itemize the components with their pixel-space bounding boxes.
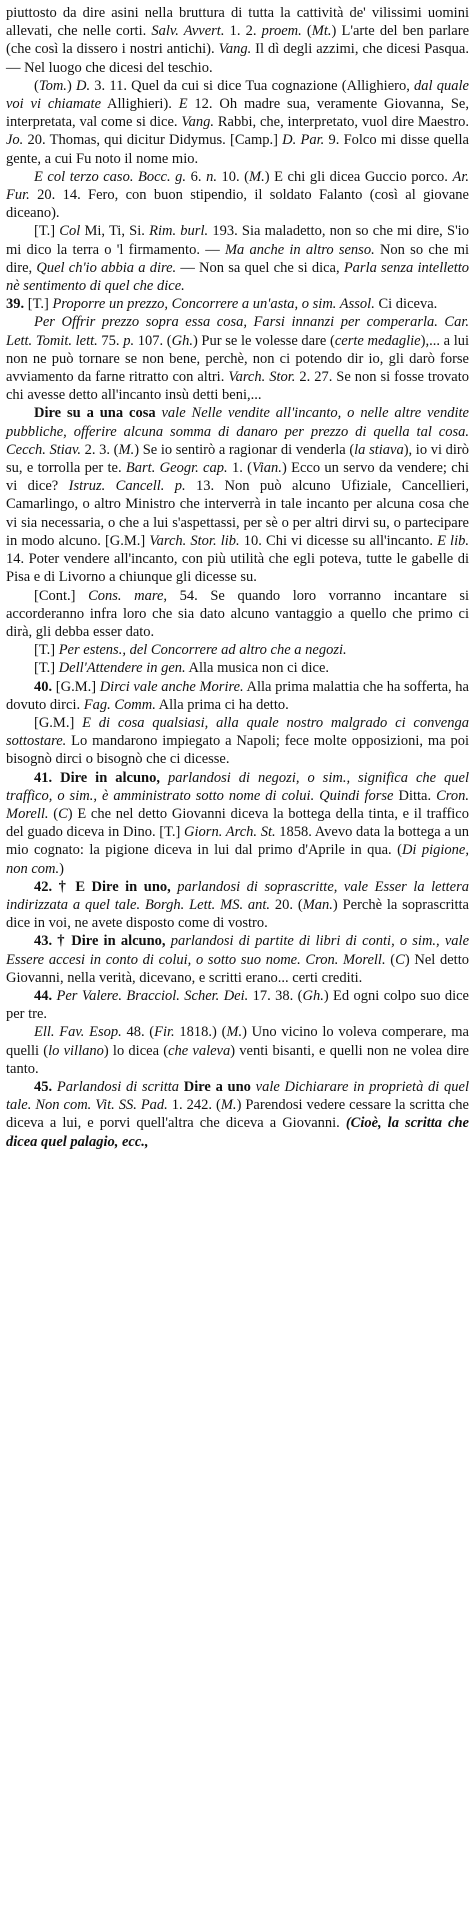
italic-text: Cron. Morell. (6, 787, 469, 822)
body-text: 20. ( (270, 896, 303, 913)
italic-text: lo villano (48, 1042, 104, 1059)
entry-paragraph (6, 168, 469, 223)
italic-text: Dirci vale anche Morire. (99, 678, 244, 695)
body-text: 17. 38. ( (248, 987, 303, 1004)
italic-text: proem. (261, 23, 302, 40)
italic-text: n. (206, 168, 217, 185)
entry-paragraph (6, 878, 469, 933)
italic-text: Ma anche in altro senso. (224, 241, 375, 258)
body-text: 20. Thomas, qui dicitur Didymus. [Camp.] (23, 132, 283, 149)
body-text: 20. 14. Fero, con buon stipendio, il soldato Falanto (così al giovane diceano). (6, 187, 469, 222)
italic-text: Bart. Geogr. cap. (125, 460, 228, 477)
italic-text: Tom. (38, 77, 67, 94)
italic-text: D. Par. (282, 132, 325, 149)
italic-text: Col (59, 223, 81, 240)
body-text: Alla musica non ci dice. (185, 660, 330, 677)
italic-text: Ar. Fur. (6, 168, 469, 204)
bold-text: (Cioè, la scritta che dicea quel palagio, ecc., (6, 1115, 469, 1150)
entry-paragraph (6, 222, 469, 295)
body-text: 10. Chi vi dicesse su all'incanto. (239, 532, 438, 549)
italic-text: Fir. (154, 1024, 175, 1041)
body-text: 1. 2. (224, 23, 262, 40)
body-text: Ditta. (393, 787, 437, 804)
italic-text: la stiava (354, 441, 404, 458)
body-text: ( (34, 77, 39, 94)
italic-text: Gh. (171, 332, 193, 349)
body-text: 13. Non può alcuno Ufiziale, Cancellieri, Camarlingo, o altro Ministro che interverrà in tale incanto per alcuna cosa che vi sia necessaria, o che a lui s'aspettassi, per sè o per altri dirvi su, o partecipare in modo alcuno. [G.M.] (6, 478, 469, 549)
body-text: 193. Sia maladetto, non so che mi dire, S'io mi dico la terra o 'l firmamento. — (6, 223, 469, 258)
italic-text: Istruz. Cancell. p. (68, 478, 186, 495)
body-text: — Non sa quel che si dica, (176, 259, 344, 276)
body-text: Mi, Ti, Si. (80, 223, 150, 240)
italic-text: vale Dichiarare in proprietà di quel tale. Non com. Vit. SS. Pad. (6, 1078, 469, 1114)
italic-text: M. (118, 441, 135, 458)
body-text: Rabbi, che, interpretato, vuol dire Maestro. (214, 114, 469, 131)
italic-text: Vang. (181, 114, 215, 131)
italic-text: Dell'Attendere in gen. (58, 660, 186, 677)
entry-paragraph (6, 295, 469, 313)
italic-text: vale Nelle vendite all'incanto, o nelle altre vendite pubbliche, offerire alcuna somma di danaro per prezzo di quella tal cosa. Cecch. Stiav. (6, 405, 469, 458)
body-text: [T.] (34, 223, 60, 240)
italic-text: Di pigione, non com. (6, 842, 469, 877)
body-text: ) venti bisanti, e quelli non ne volea dire tanto. (6, 1042, 469, 1077)
body-text: 14. Poter vendere all'incanto, con più utilità che egli poteva, tutte le gabelle di Pisa e di Livorno a chiunque gli dicesse su. (6, 551, 469, 586)
bold-text: 41. Dire in alcuno, (34, 769, 160, 786)
body-text: 107. ( (134, 332, 172, 349)
body-text: ) E chi gli dicea Guccio porco. (264, 168, 453, 185)
entry-paragraph (6, 641, 469, 659)
italic-text: Per Valere. Bracciol. Scher. Dei. (52, 987, 249, 1004)
body-text: 48. ( (121, 1024, 155, 1041)
italic-text: Vang. (218, 41, 252, 58)
italic-text: Salv. Avvert. (151, 23, 225, 40)
bold-text: 39. (6, 296, 25, 313)
entry-paragraph (6, 1023, 469, 1078)
body-text: ( (301, 23, 312, 40)
italic-text: Per estens., del Concorrere ad altro che a negozi. (58, 642, 347, 659)
italic-text: Cons. mare, (88, 587, 168, 604)
body-text: ) Pur se le volesse dare ( (192, 332, 335, 349)
entry-paragraph (6, 77, 469, 168)
italic-text: E col terzo caso. Bocc. g. (34, 168, 187, 185)
body-text: 2. 3. ( (81, 441, 119, 458)
body-text: [T.] (34, 660, 59, 677)
body-text: 54. Se quando loro vorranno incantare si accorderanno infra loro che sia dato alcuno vantaggio a quello che primo ci dirà, gli debba esser dato. (6, 587, 470, 640)
body-text: 10. ( (216, 168, 250, 185)
italic-text: certe medaglie (334, 332, 421, 349)
bold-text: 43. † Dire in alcuno, (34, 933, 166, 950)
italic-text: E di cosa qualsiasi, alla quale nostro malgrado ci convenga sottostare. (6, 714, 469, 750)
body-text: ) Parendosi vedere cessare la scritta che diceva a lui, e porvi quell'altra che diceva a Giovanni. (6, 1097, 469, 1132)
italic-text: Parlandosi di scritta (52, 1078, 180, 1095)
body-text: ) L'arte del ben parlare (che così la dissero i nostri antichi). (6, 23, 470, 58)
entry-paragraph (6, 313, 469, 404)
body-text: ) lo dicea ( (103, 1042, 169, 1059)
italic-text: Giorn. Arch. St. (184, 824, 276, 841)
entry-paragraph (6, 678, 469, 714)
body-text: ) Nel detto Giovanni, nella verità, dicevano, e scritti erano... certi crediti. (6, 951, 469, 986)
entry-paragraph (6, 659, 469, 677)
entry-paragraph (6, 1078, 469, 1151)
italic-text: parlandosi di negozi, o sim., significa che quel traffico, o sim., è amministrato sotto nome di colui. Quindi forse (6, 769, 470, 804)
body-text: Lo mandarono impiegato a Napoli; fece molte opposizioni, ma poi bisognò dirci o bisognò che ci dicesse. (6, 733, 469, 768)
entry-paragraph (6, 987, 469, 1023)
body-text: 2. 27. Se non si fosse trovato chi avesse detto all'incanto insù detti beni,... (6, 369, 469, 404)
body-text: 6. (186, 168, 207, 185)
italic-text: parlandosi di partite di libri di conti, o sim., vale Essere accesi in conto di colui, o sotto suo nome. Cron. Morell. (6, 933, 470, 968)
body-text: Il dì degli azzimi, che dicesi Pasqua. — Nel luogo che dicesi del teschio. (6, 41, 469, 76)
entry-paragraph (6, 587, 469, 642)
italic-text: Quel ch'io abbia a dire. (36, 259, 177, 276)
body-text: 75. (97, 332, 124, 349)
entry-paragraph (6, 404, 469, 586)
italic-text: dal quale voi vi chiamate (6, 77, 469, 113)
body-text: ) (66, 77, 76, 94)
body-text: ) (59, 860, 65, 877)
body-text: [G.M.] (34, 714, 83, 731)
bold-text: 45. (34, 1078, 53, 1095)
body-text: 9. Folco mi disse quella gente, a cui Fu noto il nome mio. (6, 132, 469, 167)
body-text: [T.] (34, 642, 59, 659)
body-text: ) Perchè la soprascritta dice in voi, ne avete disposto come di vostro. (6, 896, 469, 932)
italic-text: M. (226, 1024, 243, 1041)
body-text: Allighieri). (101, 96, 179, 113)
bold-text: 40. (34, 678, 53, 695)
bold-text: Dire a uno (179, 1078, 251, 1095)
italic-text: Jo. (6, 132, 24, 149)
body-text: 1858. Avevo data la bottega a un mio cognato: la pigione diceva in lui dal primo d'Aprile in qua. ( (6, 824, 469, 859)
italic-text: Fag. Comm. (83, 696, 156, 713)
body-text: ) E che nel detto Giovanni diceva la bottega della tinta, e il traffico del guado diceva in Dino. [T.] (6, 805, 469, 841)
italic-text: M. (249, 168, 265, 185)
italic-text: che valeva (168, 1042, 231, 1059)
entry-paragraph (6, 714, 469, 769)
body-text: ( (48, 805, 59, 822)
italic-text: C (395, 951, 405, 968)
body-text: Alla prima ci ha detto. (155, 696, 289, 713)
body-text: 1. ( (227, 460, 252, 477)
body-text: [T.] (24, 296, 53, 313)
body-text: ( (385, 951, 396, 968)
italic-text: Proporre un prezzo, Concorrere a un'asta, o sim. Assol. (52, 296, 375, 313)
italic-text: E lib. (437, 532, 469, 549)
body-text: 3. 11. Quel da cui si dice Tua cognazione (Allighiero, (90, 77, 415, 94)
body-text: Ci diceva. (374, 296, 438, 313)
body-text: piuttosto da dire asini nella bruttura di tutta la cattività de' vilissimi uomini allevati, che nelle corti. (6, 5, 469, 40)
italic-text: E (178, 96, 188, 113)
bold-text: 44. (34, 987, 53, 1004)
italic-text: C (58, 805, 68, 822)
entry-paragraph (6, 4, 469, 77)
italic-text: Ell. Fav. Esop. (34, 1024, 122, 1041)
body-text: 12. Oh madre sua, veramente Giovanna, Se, interpretata, val come si dice. (6, 96, 469, 131)
body-text: ), io vi dirò su, e torrolla per te. (6, 441, 469, 477)
body-text: [G.M.] (52, 678, 100, 695)
entry-paragraph (6, 769, 469, 878)
entry-paragraph (6, 932, 469, 987)
bold-text: 42. † E Dire in uno, (34, 878, 171, 895)
italic-text: Varch. Stor. (228, 369, 296, 386)
italic-text: Vian. (252, 460, 282, 477)
italic-text: Varch. Stor. lib. (149, 532, 240, 549)
body-text: 1818.) ( (174, 1024, 227, 1041)
body-text: ) Ed ogni colpo suo dice per tre. (6, 987, 469, 1023)
italic-text: Mt. (311, 23, 332, 40)
body-text: ),... a lui non ne può tornare se non bene, perchè, non ci potendo dir io, gli darò forse avviamento da farne ritratto con altri. (6, 332, 469, 386)
italic-text: Rim. burl. (149, 223, 209, 240)
italic-text: Gh. (302, 987, 324, 1004)
italic-text: Per Offrir prezzo sopra essa cosa, Farsi innanzi per comperarla. Car. Lett. Tomit. lett. (6, 314, 469, 349)
body-text: Non so che mi dire, (6, 241, 469, 276)
body-text: ) Uno vicino lo voleva comperare, ma quelli ( (6, 1024, 469, 1059)
body-text: ) Ecco un servo da vendere; chi vi dice? (6, 460, 469, 495)
italic-text: M. (220, 1097, 237, 1114)
body-text: Alla prima malattia che ha sofferta, ha dovuto dirci. (6, 678, 469, 713)
italic-text: Man. (302, 896, 333, 913)
italic-text: parlandosi di soprascritte, vale Esser la lettera indirizzata a quel tale. Borgh. Lett. MS. ant. (6, 878, 469, 913)
italic-text: Parla senza intelletto nè sentimento di quel che dice. (6, 259, 469, 295)
bold-text: Dire su a una cosa (34, 405, 156, 422)
body-text: [Cont.] (34, 587, 89, 604)
italic-text: p. (123, 332, 135, 349)
body-text: 1. 242. ( (167, 1097, 221, 1114)
italic-text: D. (75, 77, 91, 94)
body-text: ) Se io sentirò a ragionar di venderla ( (134, 441, 355, 458)
